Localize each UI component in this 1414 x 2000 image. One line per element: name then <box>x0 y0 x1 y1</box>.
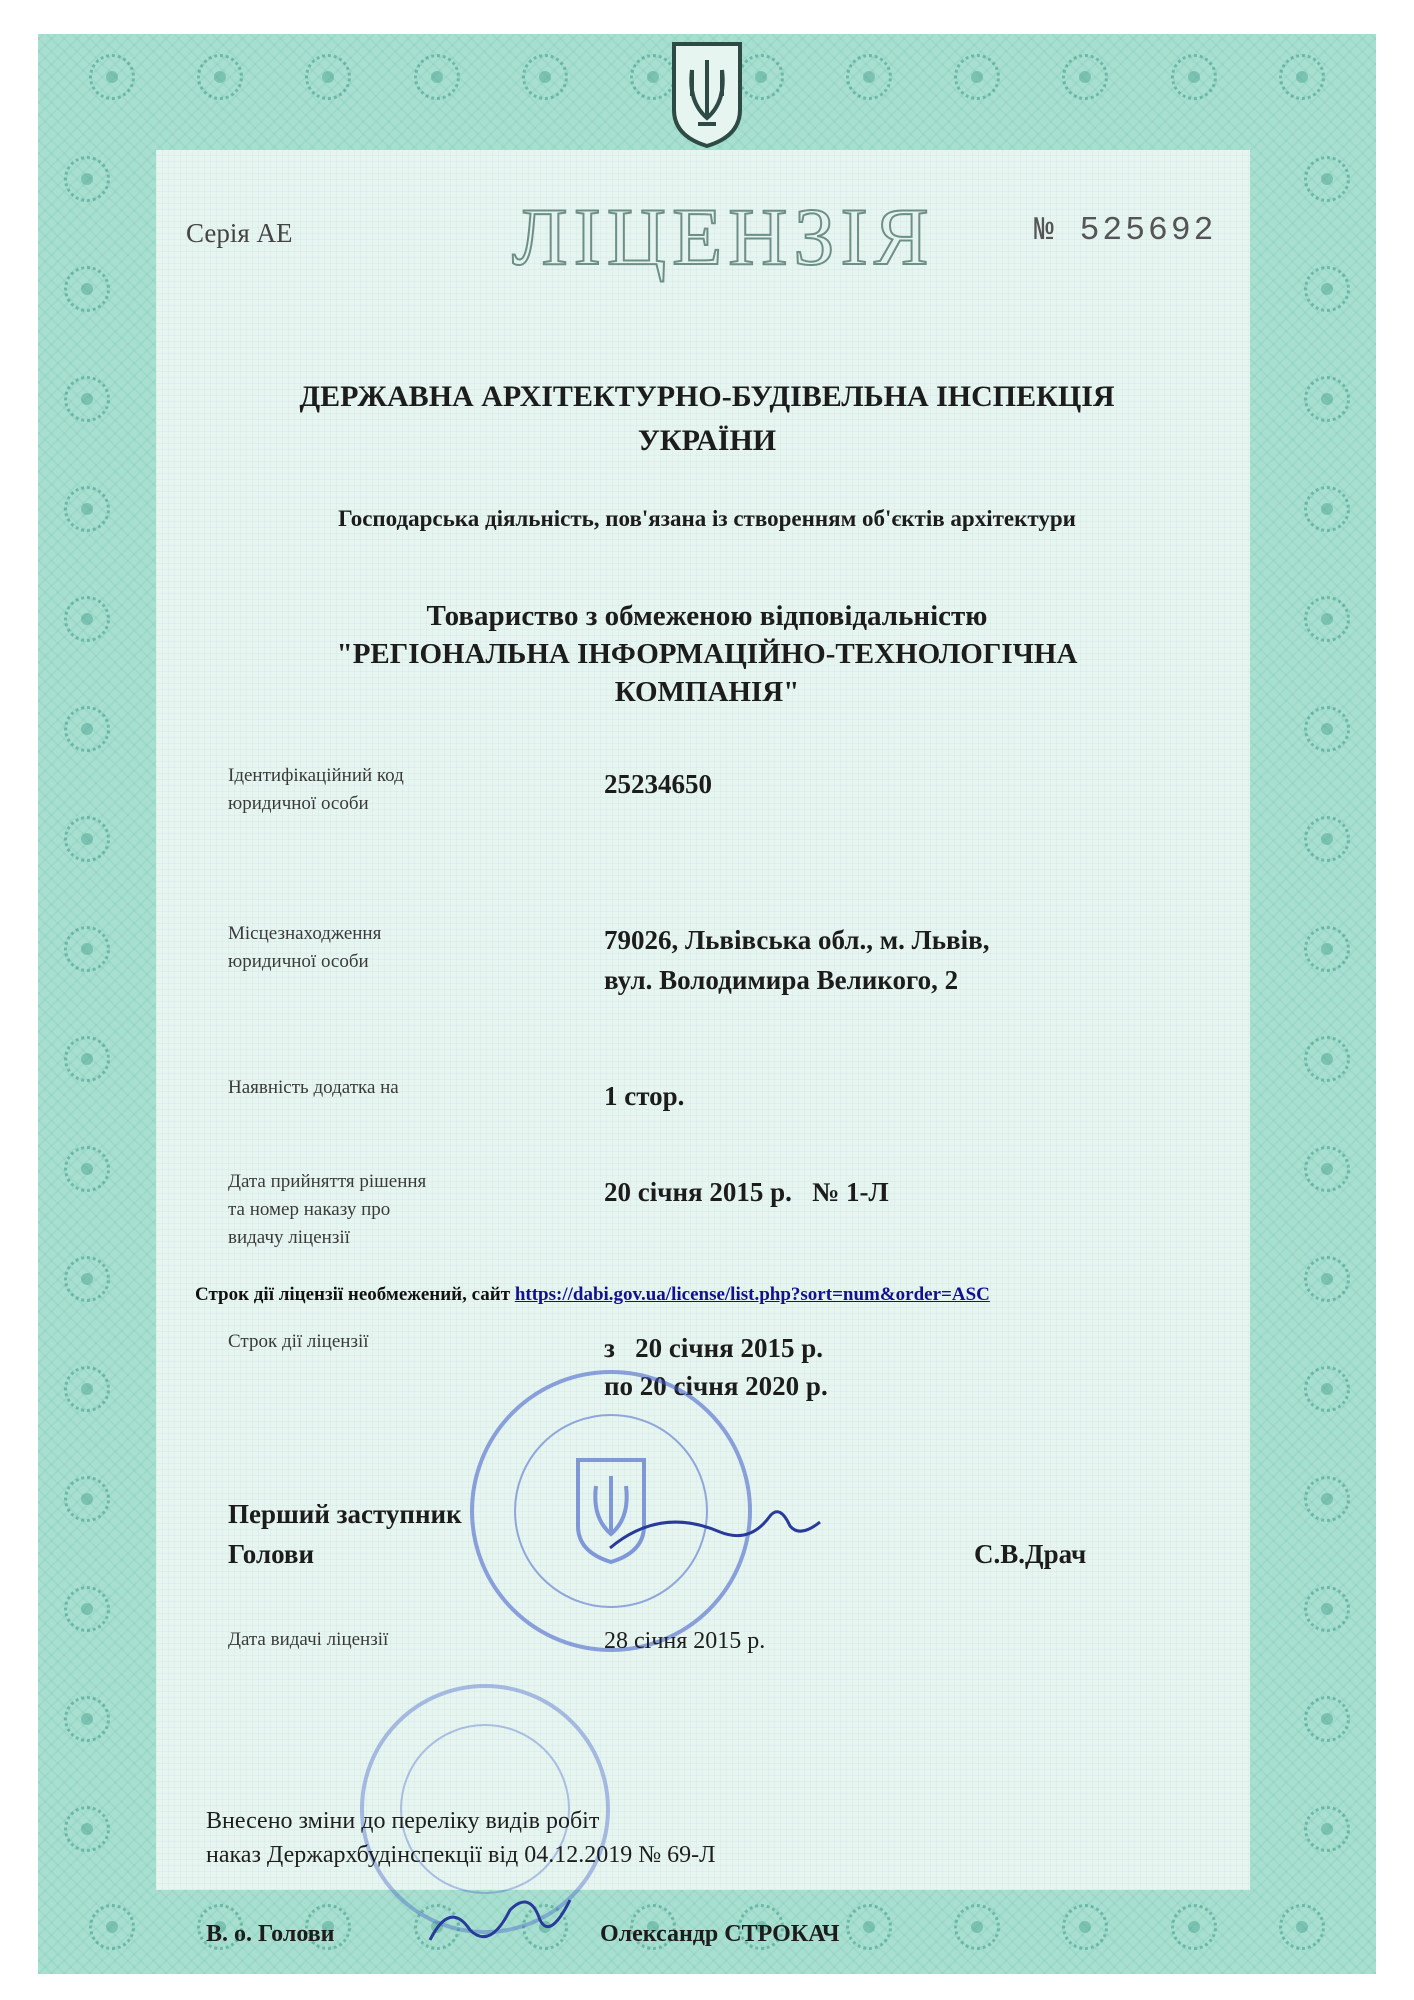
company-name-line-2: КОМПАНІЯ" <box>614 676 800 708</box>
field-value-location: 79026, Львівська обл., м. Львів, вул. Володимира Великого, 2 <box>604 925 990 995</box>
issue-date-label: Дата видачі ліцензії <box>228 1629 389 1650</box>
validity-note <box>195 1284 990 1306</box>
trident-emblem-icon <box>668 40 746 150</box>
right-border-ornament <box>1304 124 1350 1884</box>
field-value-decision: 20 січня 2015 р. № 1-Л <box>604 1177 889 1207</box>
license-number: № 525692 <box>1034 212 1217 249</box>
field-value-appendix: 1 стор. <box>604 1081 685 1111</box>
amendment-line-2: наказ Держархбудінспекції від 04.12.2019 № 69-Л <box>206 1842 716 1868</box>
validity-note-text: Строк дії ліцензії необмежений, сайт <box>195 1284 511 1305</box>
company-legal-form: Товариство з обмеженою відповідальністю <box>426 600 988 632</box>
company-name-line-1: "РЕГІОНАЛЬНА ІНФОРМАЦІЙНО-ТЕХНОЛОГІЧНА <box>336 638 1078 670</box>
series-label: Серія АЕ <box>186 218 293 248</box>
left-border-ornament <box>64 124 110 1884</box>
validity-label: Строк дії ліцензії <box>228 1331 369 1352</box>
amendment-handwritten-signature <box>420 1880 580 1960</box>
signatory-name: С.В.Драч <box>974 1539 1087 1569</box>
authority-line-1: ДЕРЖАВНА АРХІТЕКТУРНО-БУДІВЕЛЬНА ІНСПЕКЦІЯ <box>299 380 1115 413</box>
field-label-id-code: Ідентифікаційний код юридичної особи <box>228 765 404 814</box>
validity-to: по 20 січня 2020 р. <box>604 1371 828 1401</box>
signatory-position: Перший заступник Голови <box>228 1499 462 1569</box>
registry-link[interactable]: https://dabi.gov.ua/license/list.php?sort=num&order=ASC <box>514 1284 990 1305</box>
activity-type: Господарська діяльність, пов'язана із створенням об'єктів архітектури <box>338 506 1076 531</box>
field-label-decision: Дата прийняття рішення та номер наказу про видачу ліцензії <box>228 1171 427 1248</box>
issue-date-value: 28 січня 2015 р. <box>604 1628 766 1654</box>
authority-line-2: УКРАЇНИ <box>637 424 777 457</box>
field-label-location: Місцезнаходження юридичної особи <box>228 923 382 972</box>
amendment-signatory-name: Олександр СТРОКАЧ <box>600 1921 840 1947</box>
field-label-appendix: Наявність додатка на <box>228 1077 399 1098</box>
amendment-line-1: Внесено зміни до переліку видів робіт <box>206 1808 600 1834</box>
amendment-signatory-position: В. о. Голови <box>206 1921 335 1947</box>
handwritten-signature <box>600 1486 830 1566</box>
validity-from: з 20 січня 2015 р. <box>604 1333 824 1363</box>
document-title: ЛІЦЕНЗІЯ <box>512 191 935 282</box>
field-value-id-code: 25234650 <box>604 769 712 799</box>
ornamental-border <box>38 34 1376 1974</box>
